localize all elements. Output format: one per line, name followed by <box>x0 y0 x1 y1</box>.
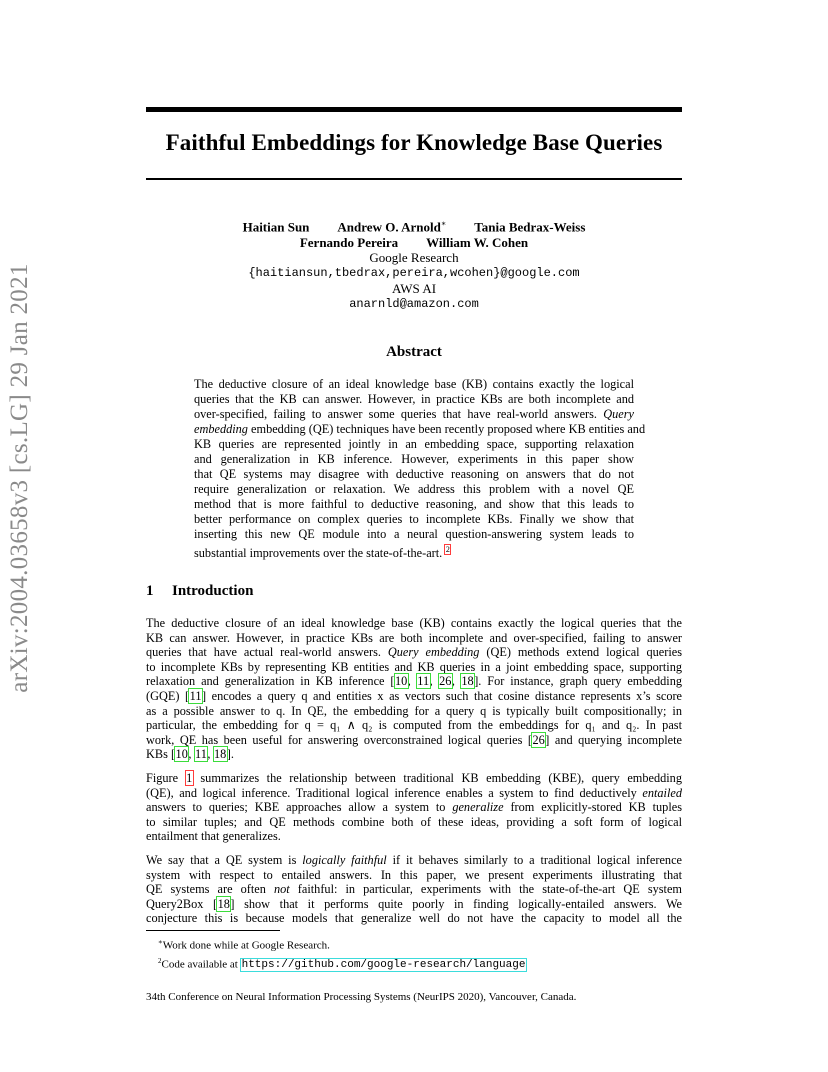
text-line: (QE), and logical inference. Traditional logical inference enables a system to find deductively entailed <box>146 785 682 800</box>
paper-title: Faithful Embeddings for Knowledge Base Queries <box>165 130 663 155</box>
author-name: Fernando Pereira <box>299 234 399 250</box>
text-line: to similar tuples; and QE methods combine both of these ideas, providing a soft form of logical <box>146 814 682 829</box>
citation-link[interactable]: 11 <box>189 688 202 703</box>
text-line: system with respect to entailed answers. In this paper, we present experiments illustrating that <box>146 867 682 882</box>
text-line: Query2Box [18] show that it performs quite poorly in finding logically-entailed answers. We <box>146 896 683 911</box>
affiliation: AWS AI <box>391 281 437 297</box>
citation-link[interactable]: 18 <box>217 896 230 911</box>
citation-link[interactable]: 26 <box>532 732 545 747</box>
footnote-2: $^2$Code available at https://github.com/google-research/language <box>158 956 526 972</box>
text-line: to incomplete KBs by representing KB entities and KB queries in a joint embedding space, supporting <box>146 659 682 674</box>
abstract-line: substantial improvements over the state-of-the-art. $^2$ <box>194 545 450 561</box>
citation-link[interactable]: 26 <box>439 674 452 689</box>
abstract-heading: Abstract <box>386 344 442 360</box>
affiliation: Google Research <box>369 250 459 266</box>
intro-paragraph-3 <box>146 853 682 926</box>
arxiv-stamp-text: arXiv:2004.03658v3 [cs.LG] 29 Jan 2021 <box>6 263 33 693</box>
email-address: anarnld@amazon.com <box>349 296 479 311</box>
text-line: relaxation and generalization in KB inference [10, 11, 26, 18]. For instance, graph query embedding <box>146 674 682 689</box>
citation-link[interactable]: 10 <box>395 674 408 689</box>
footnote-link[interactable]: 2 <box>445 545 450 554</box>
text-line: entailment that generalizes. <box>146 829 281 844</box>
abstract-line: queries that the KB can answer. However, in practice KBs are both incomplete and <box>194 392 634 406</box>
author-footnote-mark[interactable]: ∗ <box>440 219 447 228</box>
citation-link[interactable]: 18 <box>214 747 227 762</box>
citation-link[interactable]: 11 <box>417 674 430 689</box>
footnotes <box>158 935 526 973</box>
abstract-line: embedding embedding (QE) techniques have been recently proposed where KB entities and <box>194 422 646 436</box>
section-heading: 1 Introduction <box>146 583 254 599</box>
text-line: The deductive closure of an ideal knowledge base (KB) contains exactly the logical queries that the <box>146 616 682 630</box>
text-line: KBs [10, 11, 18]. <box>146 747 234 762</box>
author-row-2 <box>146 235 682 251</box>
intro-paragraph-2 <box>146 771 682 844</box>
abstract-line: and generalization in KB inference. However, experiments in this paper show <box>194 452 634 466</box>
title-bottom-rule <box>146 178 682 180</box>
author-name: William W. Cohen <box>426 234 529 250</box>
text-line: answers to queries; KBE approaches allow a system to generalize from explicitly-stored KB tuples <box>146 800 682 815</box>
citation-link[interactable]: 11 <box>195 747 207 762</box>
text-line: (GQE) [11] encodes a query q and entities x as vectors such that cosine distance represents x’s score <box>146 688 683 703</box>
email-address: {haitiansun,tbedrax,pereira,wcohen}@google.com <box>248 265 580 280</box>
abstract-line: method that is more faithful to deductive reasoning, and show that this leads to <box>194 497 634 511</box>
citation-link[interactable]: 18 <box>461 674 474 689</box>
text-line: We say that a QE system is logically faithful if it behaves similarly to a traditional logical inference <box>146 853 682 867</box>
abstract-line: inserting this new QE module into a neural question-answering system leads to <box>194 527 634 541</box>
author-row-1 <box>146 216 682 235</box>
text-line: conjecture this is because models that generalize well do not have the capacity to model all the <box>146 911 682 926</box>
text-line: KB can answer. However, in practice KBs are both incomplete and over-specified, failing to answer <box>146 630 682 645</box>
abstract-body <box>194 377 646 561</box>
text-line: queries that have actual real-world answers. Query embedding (QE) methods extend logical queries <box>146 645 682 660</box>
text-line: as a possible answer to q. In QE, the embedding for a query q is typically built compositionally; in <box>146 703 682 718</box>
author-name: Andrew O. Arnold <box>337 219 441 235</box>
abstract-line: The deductive closure of an ideal knowledge base (KB) contains exactly the logical <box>194 377 634 391</box>
figure-link[interactable]: 1 <box>186 771 193 785</box>
author-name: Tania Bedrax-Weiss <box>474 219 586 235</box>
title-top-rule <box>146 107 682 112</box>
author-block <box>146 216 682 312</box>
conference-footer: 34th Conference on Neural Information Processing Systems (NeurIPS 2020), Vancouver, Canada. <box>146 991 577 1003</box>
abstract-line: better performance on complex queries to incomplete KBs. Finally we show that <box>194 512 634 526</box>
abstract-line: require generalization or relaxation. We address this problem with a novel QE <box>194 482 634 496</box>
abstract-line: that QE systems may disagree with deductive reasoning on answers that do not <box>194 467 634 481</box>
text-line: particular, the embedding for q = q₁ ∧ q₂ is computed from the embeddings for q₁ and q₂. In past <box>146 718 682 733</box>
abstract-line: KB queries are represented jointly in an embedding space, supporting relaxation <box>194 437 634 451</box>
abstract-line: over-specified, failing to answer some queries that have real-world answers. Query <box>194 407 634 421</box>
text-line: QE systems are often not faithful: in particular, experiments with the state-of-the-art QE system <box>146 882 682 897</box>
code-url-link[interactable]: https://github.com/google-research/language <box>241 959 526 972</box>
author-name: Haitian Sun <box>242 219 310 235</box>
citation-link[interactable]: 10 <box>175 747 188 762</box>
footnote-rule <box>146 930 280 931</box>
text-line: work, QE has been useful for answering overconstrained logical queries [26] and querying incomplete <box>146 732 682 747</box>
footnote-1: ∗Work done while at Google Research. <box>158 938 330 952</box>
text-line: Figure 1 summarizes the relationship between traditional KB embedding (KBE), query embedding <box>146 771 682 785</box>
intro-paragraph-1 <box>146 616 682 762</box>
